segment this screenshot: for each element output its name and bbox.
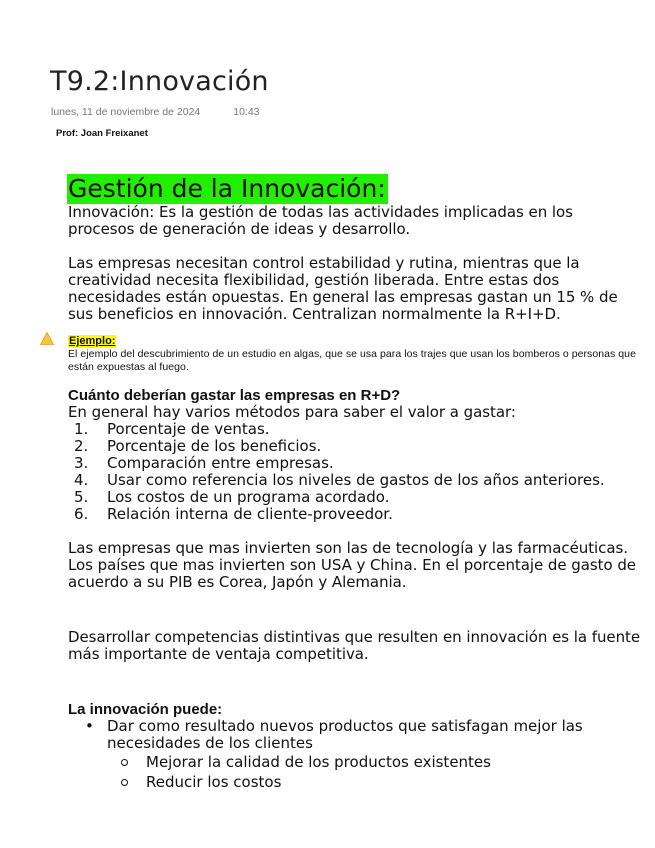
sub-list-item-text: Mejorar la calidad de los productos existentes [146, 753, 491, 771]
professor-name[interactable]: Prof: Joan Freixanet [56, 128, 148, 139]
sub-list-item-text: Reducir los costos [146, 773, 282, 791]
spending-heading[interactable]: Cuánto deberían gastar las empresas en R+D? [68, 387, 401, 404]
circle-bullet-icon [121, 759, 128, 766]
spending-intro[interactable]: En general hay varios métodos para saber el valor a gastar: [68, 403, 516, 421]
section-heading[interactable]: Gestión de la Innovación: [68, 174, 386, 203]
innovation-bullets [68, 718, 643, 792]
list-item[interactable] [68, 718, 643, 792]
bullet-marker: • [85, 717, 94, 735]
note-time: 10:43 [233, 106, 260, 118]
sub-list-item[interactable] [107, 772, 643, 792]
list-number: 3. [74, 454, 89, 472]
list-item[interactable] [68, 506, 643, 523]
list-number: 1. [74, 420, 89, 438]
list-item[interactable] [68, 421, 643, 438]
list-item[interactable] [68, 472, 643, 489]
list-number: 2. [74, 437, 89, 455]
note-metadata [51, 106, 260, 118]
page-title[interactable]: T9.2:Innovación [50, 66, 269, 97]
spacer [68, 523, 643, 540]
list-number: 5. [74, 488, 89, 506]
spacer [68, 591, 643, 629]
control-paragraph[interactable]: Las empresas necesitan control estabilidad y rutina, mientras que la creatividad necesita flexibilidad, gestión liberada. Entre estas dos necesidades están opuestas. En general las empresas gastan un 15 % de sus beneficios en innovación. Centralizan normalmente la R+I+D. [68, 254, 618, 323]
list-item[interactable] [68, 455, 643, 472]
circle-bullet-icon [121, 779, 128, 786]
definition-paragraph[interactable]: Innovación: Es la gestión de todas las actividades implicadas en los procesos de generación de ideas y desarrollo. [68, 203, 573, 238]
example-callout[interactable] [68, 331, 643, 373]
spacer [68, 238, 643, 255]
list-item-text: Relación interna de cliente-proveedor. [107, 505, 393, 523]
methods-list [68, 421, 643, 523]
list-number: 4. [74, 471, 89, 489]
list-item-text: Usar como referencia los niveles de gastos de los años anteriores. [107, 471, 605, 489]
list-item-text: Comparación entre empresas. [107, 454, 334, 472]
list-item-text: Dar como resultado nuevos productos que satisfagan mejor las necesidades de los clientes [107, 717, 583, 752]
list-item[interactable] [68, 438, 643, 455]
list-item-text: Porcentaje de los beneficios. [107, 437, 322, 455]
sub-list-item[interactable] [107, 752, 643, 772]
example-label: Ejemplo: [69, 335, 116, 347]
innovation-can-heading[interactable]: La innovación puede: [68, 701, 223, 718]
note-date: lunes, 11 de noviembre de 2024 [51, 106, 201, 118]
competencies-paragraph[interactable]: Desarrollar competencias distintivas que resulten en innovación es la fuente más importante de ventaja competitiva. [68, 628, 641, 663]
list-number: 6. [74, 505, 89, 523]
note-content[interactable] [68, 174, 643, 792]
list-item-text: Porcentaje de ventas. [107, 420, 270, 438]
list-item[interactable] [68, 489, 643, 506]
investment-paragraph[interactable]: Las empresas que mas invierten son las de tecnología y las farmacéuticas. Los países que mas invierten son USA y China. En el porcentaje de gasto de acuerdo a su PIB es Corea, Japón y Alemania. [68, 539, 636, 591]
example-text[interactable]: El ejemplo del descubrimiento de un estudio en algas, que se usa para los trajes que usan los bomberos o personas que están expuestas al fuego. [68, 348, 636, 373]
spacer [68, 663, 643, 701]
warning-icon [40, 332, 54, 345]
sub-list [107, 752, 643, 792]
list-item-text: Los costos de un programa acordado. [107, 488, 390, 506]
